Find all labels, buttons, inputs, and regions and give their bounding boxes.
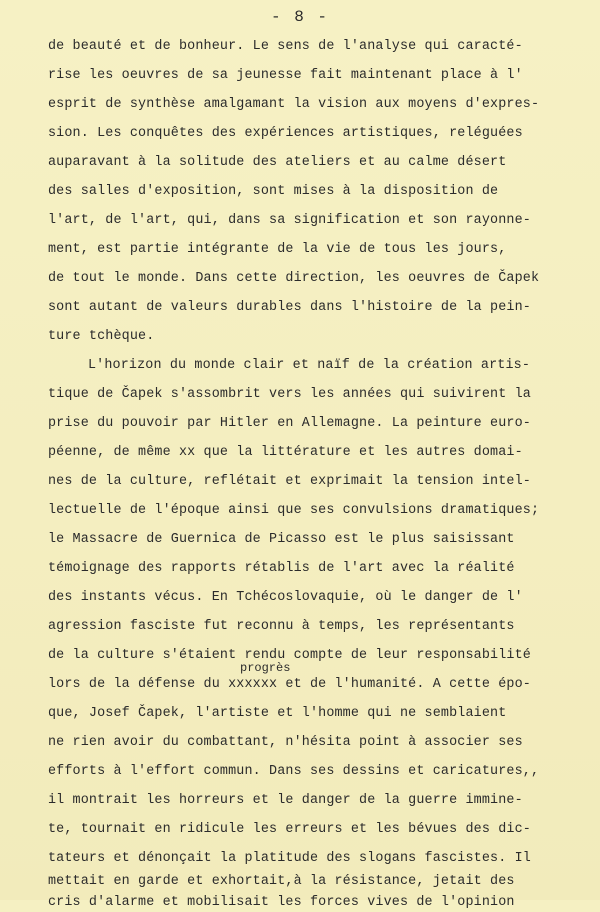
text-line: témoignage des rapports rétablis de l'art avec la réalité [48,561,515,576]
text-line: mettait en garde et exhortait,à la résistance, jetait des [48,874,515,889]
interlinear-correction: progrès [240,661,291,675]
page-number: - 8 - [270,8,329,26]
text-line: que, Josef Čapek, l'artiste et l'homme qui ne semblaient [48,706,507,721]
text-line: efforts à l'effort commun. Dans ses dessins et caricatures,, [48,764,540,779]
text-line: tateurs et dénonçait la platitude des slogans fascistes. Il [48,851,531,866]
text-line: sion. Les conquêtes des expériences artistiques, reléguées [48,126,523,141]
text-line: il montrait les horreurs et le danger de la guerre immine- [48,793,523,808]
text-line: de tout le monde. Dans cette direction, les oeuvres de Čapek [48,271,540,286]
text-line: lectuelle de l'époque ainsi que ses convulsions dramatiques; [48,503,540,518]
text-line: rise les oeuvres de sa jeunesse fait maintenant place à l' [48,68,523,83]
text-line: ture tchèque. [48,329,155,344]
text-line: te, tournait en ridicule les erreurs et les bévues des dic- [48,822,531,837]
text-line: de beauté et de bonheur. Le sens de l'analyse qui caracté- [48,39,523,54]
text-line: ne rien avoir du combattant, n'hésita point à associer ses [48,735,523,750]
text-line: des instants vécus. En Tchécoslovaquie, où le danger de l' [48,590,523,605]
text-line: nes de la culture, reflétait et exprimait la tension intel- [48,474,531,489]
text-line: sont autant de valeurs durables dans l'histoire de la pein- [48,300,531,315]
text-line: cris d'alarme et mobilisait les forces vives de l'opinion [48,895,515,910]
text-line: de la culture s'étaient rendu compte de leur responsabilité [48,648,531,663]
text-line: péenne, de même xx que la littérature et les autres domai- [48,445,523,460]
text-line: le Massacre de Guernica de Picasso est le plus saisissant [48,532,515,547]
text-line: lors de la défense du xxxxxx et de l'humanité. A cette épo- [48,677,531,692]
text-line: L'horizon du monde clair et naïf de la création artis- [88,358,531,373]
text-line: esprit de synthèse amalgamant la vision aux moyens d'expres- [48,97,540,112]
text-line: des salles d'exposition, sont mises à la disposition de [48,184,499,199]
text-line: tique de Čapek s'assombrit vers les années qui suivirent la [48,387,531,402]
text-line: ment, est partie intégrante de la vie de tous les jours, [48,242,507,257]
text-line: l'art, de l'art, qui, dans sa signification et son rayonne- [48,213,531,228]
text-line: agression fasciste fut reconnu à temps, les représentants [48,619,515,634]
text-line: prise du pouvoir par Hitler en Allemagne. La peinture euro- [48,416,531,431]
text-line: auparavant à la solitude des ateliers et au calme désert [48,155,507,170]
